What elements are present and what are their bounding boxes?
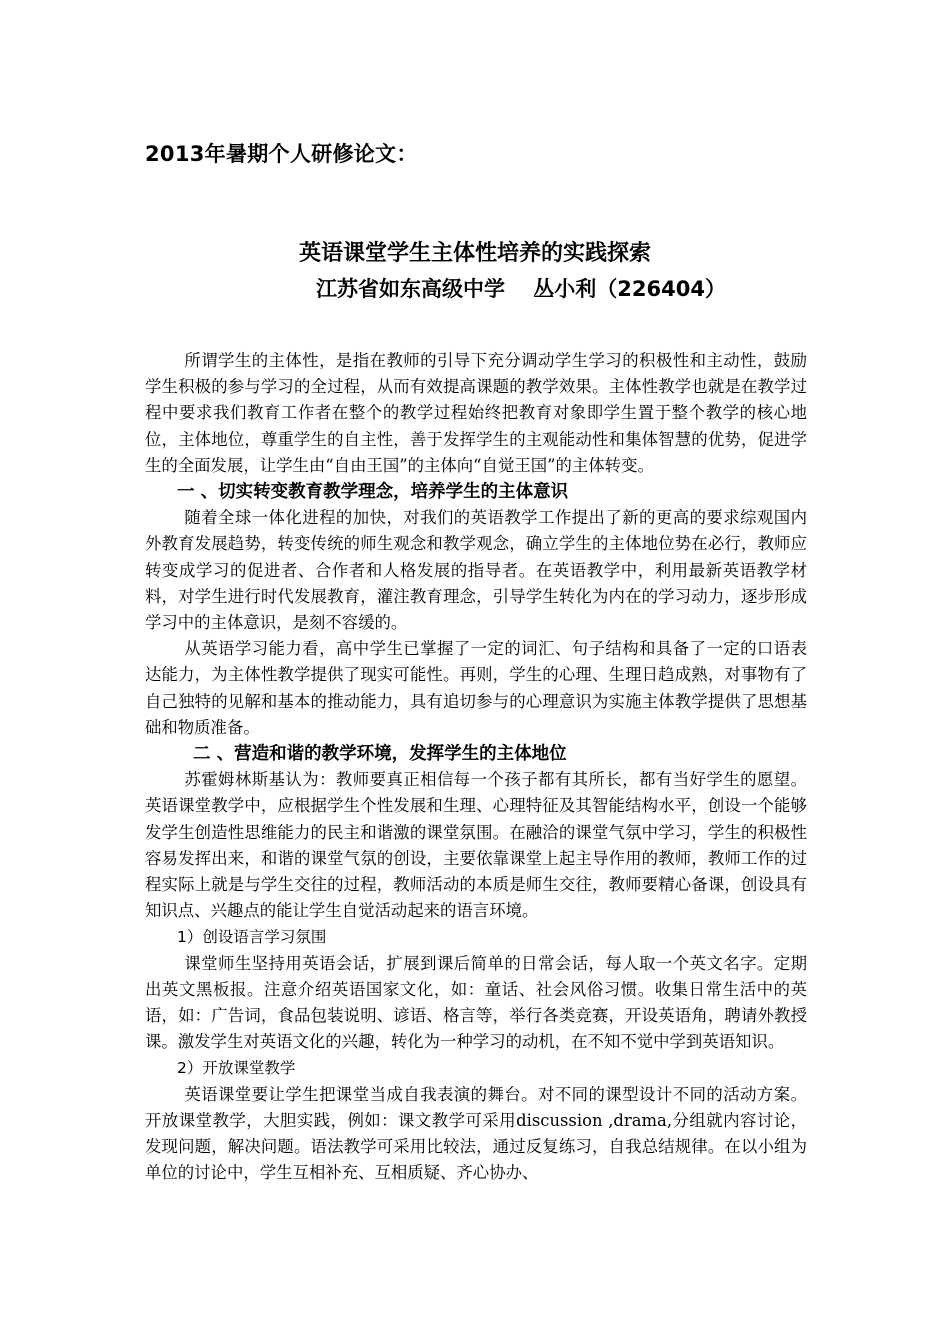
body-text (145, 348, 807, 1187)
paragraph: 苏霍姆林斯基认为：教师要真正相信每一个孩子都有其所长，都有当好学生的愿望。英语课堂教学中，应根据学生个性发展和生理、心理特征及其智能结构水平，创设一个能够发学生创造性思维能力的民主和谐激的课堂氛围。在融洽的课堂气氛中学习，学生的积极性容易发挥出来，和谐的课堂气氛的创设，主要依靠课堂上起主导作用的教师，教师工作的过程实际上就是与学生交往的过程，教师活动的本质是师生交往，教师要精心备课，创设具有知识点、兴趣点的能让学生自觉活动起来的语言环境。 (145, 770, 807, 921)
subsection-heading-2: 2）开放课堂教学 (177, 1059, 296, 1078)
paper-header: 2013年暑期个人研修论文： (145, 142, 418, 166)
section-heading-2: 二 、营造和谐的教学环境，发挥学生的主体地位 (193, 744, 567, 765)
paragraph: 英语课堂要让学生把课堂当成自我表演的舞台。对不同的课型设计不同的活动方案。开放课堂教学，大胆实践，例如：课文教学可采用discussion ,drama,分组就内容讨论，发现问题，解决问题。语法教学可采用比较法，通过反复练习，自我总结规律。在以小组为单位的讨论中，学生互相补充、互相质疑、齐心协办、 (145, 1084, 807, 1183)
subsection-heading-1: 1）创设语言学习氛围 (177, 928, 327, 947)
paragraph: 随着全球一体化进程的加快，对我们的英语教学工作提出了新的更高的要求综观国内外教育发展趋势，转变传统的师生观念和教学观念，确立学生的主体地位势在必行，教师应转变成学习的促进者、合作者和人格发展的指导者。在英语教学中，利用最新英语教学材料，对学生进行时代发展教育，灌注教育理念，引导学生转化为内在的学习动力，逐步形成学习中的主体意识，是刻不容缓的。 (145, 508, 807, 633)
paper-title: 英语课堂学生主体性培养的实践探索 (298, 241, 651, 266)
paragraph: 从英语学习能力看，高中学生已掌握了一定的词汇、句子结构和具备了一定的口语表达能力，为主体性教学提供了现实可能性。再则，学生的心理、生理日趋成熟，对事物有了自己独特的见解和基本的推动能力，具有追切参与的心理意识为实施主体教学提供了思想基础和物质准备。 (145, 639, 807, 737)
section-heading-1: 一 、切实转变教育教学理念，培养学生的主体意识 (177, 482, 569, 503)
author-line: 江苏省如东高级中学 丛小利（226404） (316, 277, 726, 301)
paragraph-intro: 所谓学生的主体性，是指在教师的引导下充分调动学生学习的积极性和主动性，鼓励学生积极的参与学习的全过程，从而有效提高课题的教学效果。主体性教学也就是在教学过程中要求我们教育工作者在整个的教学过程始终把教育对象即学生置于整个教学的核心地位，主体地位，尊重学生的自主性，善于发挥学生的主观能动性和集体智慧的优势，促进学生的全面发展，让学生由“自由王国”的主体向“自觉王国”的主体转变。 (145, 351, 807, 475)
paragraph: 课堂师生坚持用英语会话，扩展到课后简单的日常会话，每人取一个英文名字。定期出英文黑板报。注意介绍英语国家文化，如：童话、社会风俗习惯。收集日常生活中的英语，如：广告词，食品包装说明、谚语、格言等，举行各类竞赛，开设英语角，聘请外教授课。激发学生对英语文化的兴趣，转化为一种学习的动机，在不知不觉中学到英语知识。 (145, 953, 807, 1052)
